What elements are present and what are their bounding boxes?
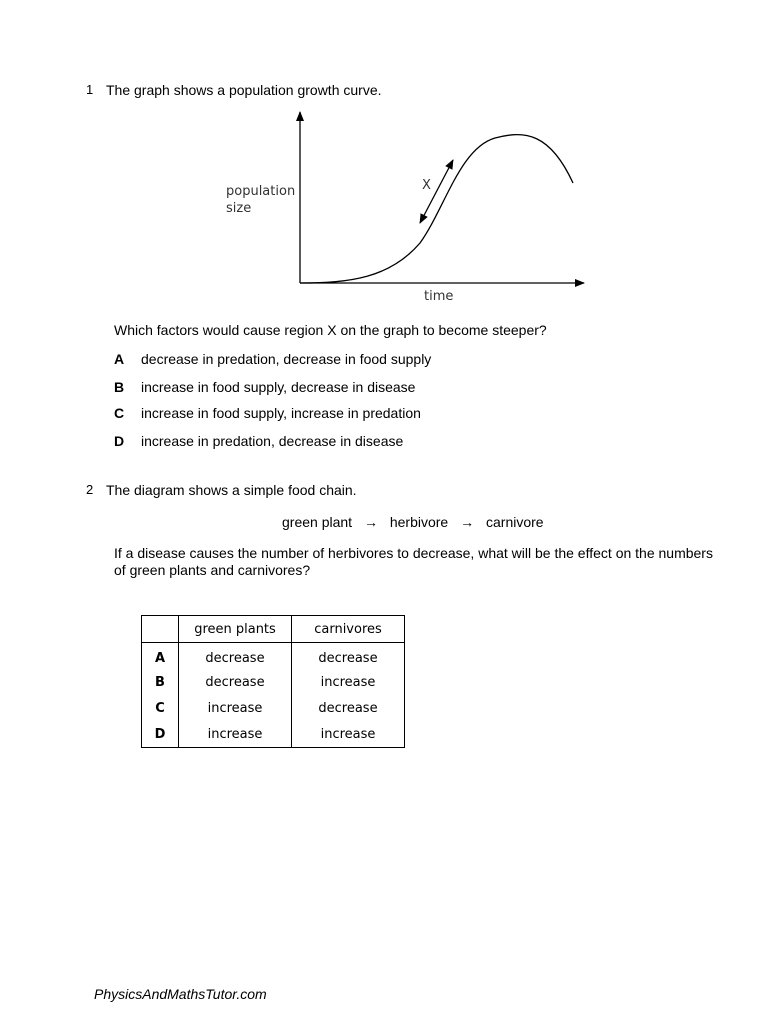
- table-cell: increase: [292, 721, 405, 748]
- food-chain-item: carnivore: [486, 514, 544, 530]
- table-cell: B: [142, 669, 179, 695]
- table-cell: increase: [179, 721, 292, 748]
- table-cell: D: [142, 721, 179, 748]
- question-1-prompt: Which factors would cause region X on the graph to become steeper?: [114, 322, 547, 338]
- question-1-number: 1: [86, 82, 94, 97]
- question-2-stem: The diagram shows a simple food chain.: [106, 482, 357, 498]
- table-row: [142, 669, 405, 695]
- question-2-number: 2: [86, 482, 94, 497]
- table-cell: increase: [292, 669, 405, 695]
- q1-option-letter: D: [114, 433, 125, 449]
- q1-option-letter: B: [114, 379, 125, 395]
- table-cell: decrease: [292, 695, 405, 721]
- table-header-cell: [142, 616, 179, 643]
- q1-option-text: decrease in predation, decrease in food supply: [141, 351, 432, 367]
- footer-site-name: PhysicsAndMathsTutor.com: [94, 986, 267, 1002]
- table-row: [142, 721, 405, 748]
- growth-curve: [300, 135, 573, 283]
- region-x-label: X: [422, 178, 431, 193]
- food-chain-item: herbivore: [389, 514, 449, 530]
- q1-option-text: increase in food supply, decrease in disease: [141, 379, 416, 395]
- table-header-cell: green plants: [179, 616, 292, 643]
- y-axis-label-line1: population: [226, 184, 296, 199]
- question-1-stem: The graph shows a population growth curve.: [106, 82, 382, 98]
- table-cell: decrease: [179, 669, 292, 695]
- table-row: [142, 643, 405, 670]
- table-cell: increase: [179, 695, 292, 721]
- table-row: [142, 695, 405, 721]
- x-axis-label: time: [424, 289, 454, 304]
- food-chain: [282, 514, 544, 530]
- q1-option-letter: C: [114, 405, 125, 421]
- table-cell: A: [142, 643, 179, 670]
- q1-option-letter: A: [114, 351, 125, 367]
- table-cell: decrease: [292, 643, 405, 670]
- answer-table: [141, 615, 405, 748]
- table-header-row: [142, 616, 405, 643]
- q1-option-text: increase in food supply, increase in predation: [141, 405, 421, 421]
- question-2-prompt-line2: of green plants and carnivores?: [114, 562, 311, 578]
- arrow-right-icon: →: [460, 514, 475, 530]
- question-2-prompt-line1: If a disease causes the number of herbivores to decrease, what will be the effect on the numbers: [114, 545, 713, 561]
- table-cell: decrease: [179, 643, 292, 670]
- y-axis-label-line2: size: [226, 201, 252, 216]
- arrow-right-icon: →: [363, 514, 378, 530]
- food-chain-item: green plant: [282, 514, 353, 530]
- population-growth-graph: [220, 108, 600, 308]
- table-header-cell: carnivores: [292, 616, 405, 643]
- table-cell: C: [142, 695, 179, 721]
- q1-option-text: increase in predation, decrease in disease: [141, 433, 404, 449]
